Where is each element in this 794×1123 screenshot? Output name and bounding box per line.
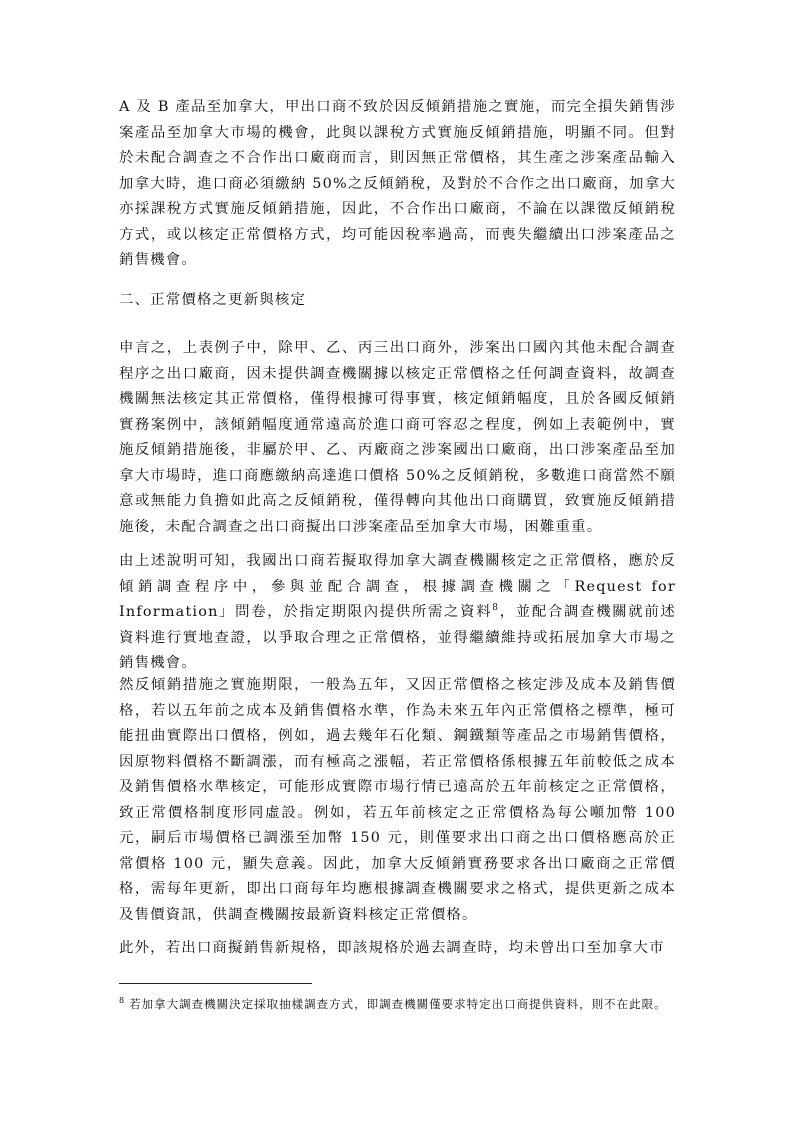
paragraph-1: A 及 B 產品至加拿大，甲出口商不致於因反傾銷措施之實施，而完全損失銷售涉案產品至加拿大市場的機會，此與以課稅方式實施反傾銷措施，明顯不同。但對於未配合調查之不合作出口廠商而言，則因無正常價格，其生產之涉案產品輸入加拿大時，進口商必須繳納 50%之反傾銷稅，及對於不合作之出口廠商，加拿大亦採課稅方式實施反傾銷措施，因此，不合作出口廠商，不論在以課徵反傾銷稅方式，或以核定正常價格方式，均可能因稅率過高，而喪失繼續出口涉案產品之銷售機會。	[119, 99, 676, 268]
footnote-mark: 8	[119, 996, 126, 1005]
footnote-divider	[119, 983, 312, 984]
footnote-reference[interactable]: 8	[492, 603, 500, 613]
footnote-text: 若加拿大調查機關決定採取抽樣調查方式，即調查機關僅要求特定出口商提供資料，則不在此限。	[129, 997, 667, 1011]
paragraph-2: 申言之，上表例子中，除甲、乙、丙三出口商外，涉案出口國內其他未配合調查程序之出口廠商，因未提供調查機關據以核定正常價格之任何調查資料，故調查機關無法核定其正常價格，僅得根據可得事實，核定傾銷幅度，且於各國反傾銷實務案例中，該傾銷幅度通常遠高於進口商可容忍之程度，例如上表範例中，實施反傾銷措施後，非屬於甲、乙、丙廠商之涉案國出口廠商，出口涉案產品至加拿大市場時，進口商應繳納高達進口價格 50%之反傾銷稅，多數進口商當然不願意或無能力負擔如此高之反傾銷稅，僅得轉向其他出口商購買，致實施反傾銷措施後，未配合調查之出口商擬出口涉案產品至加拿大市場，困難重重。	[119, 340, 676, 535]
section-heading: 二、正常價格之更新與核定	[119, 292, 307, 308]
paragraph-4: 然反傾銷措施之實施期限，一般為五年，又因正常價格之核定涉及成本及銷售價格，若以五年前之成本及銷售價格水準，作為未來五年內正常價格之標準，極可能扭曲實際出口價格，例如，過去幾年石化類、鋼鐵類等產品之市場銷售價格，因原物料價格不斷調漲，而有極高之漲幅，若正常價格係根據五年前較低之成本及銷售價格水準核定，可能形成實際市場行情已遠高於五年前核定之正常價格，致正常價格制度形同虛設。例如，若五年前核定之正常價格為每公噸加幣 100 元，嗣后市場價格已調漲至加幣 150 元，則僅要求出口商之出口價格應高於正常價格 100 元，顯失意義。因此，加拿大反傾銷實務要求各出口廠商之正常價格，需每年更新，即出口商每年均應根據調查機關要求之格式，提供更新之成本及售價資訊，供調查機關按最新資料核定正常價格。	[119, 677, 676, 923]
paragraph-3	[119, 549, 676, 677]
paragraph-3-text-a: 由上述說明可知，我國出口商若擬取得加拿大調查機關核定之正常價格，應於反傾銷調查程序中，參與並配合調查，根據調查機關之「Request for Information」問卷，於指定期限內提供所需之資料	[119, 553, 676, 620]
paragraph-5: 此外，若出口商擬銷售新規格，即該規格於過去調查時，均未曾出口至加拿大市	[119, 940, 665, 956]
paragraph-3-text-b: ，並配合調查機關就前述資料進行實地查證，以爭取合理之正常價格，並得繼續維持或拓展加拿大市場之銷售機會。	[119, 604, 677, 671]
footnote	[119, 991, 676, 1014]
